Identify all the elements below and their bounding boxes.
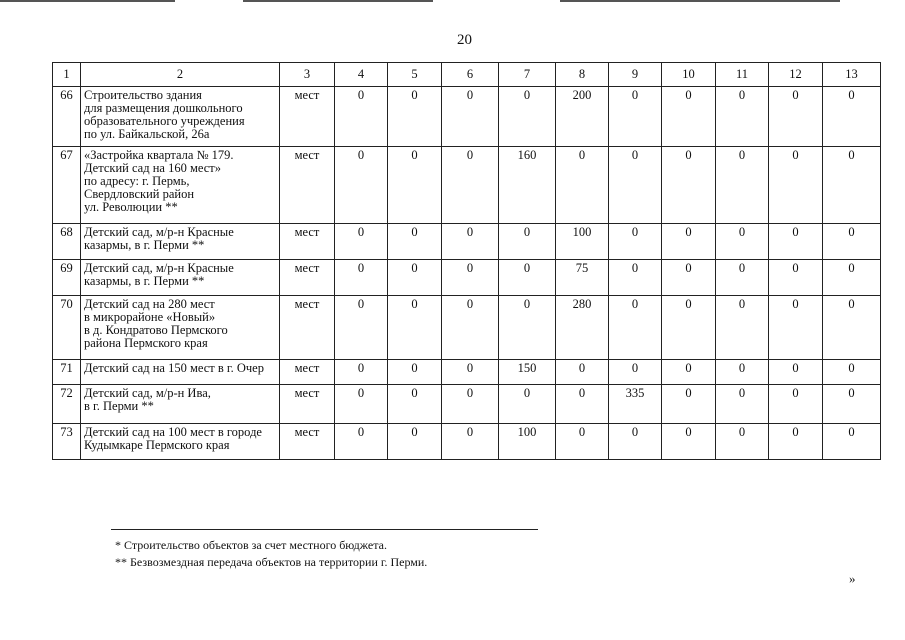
table-row [53, 224, 881, 260]
row-number: 70 [53, 296, 81, 360]
table-row [53, 296, 881, 360]
column-header-2: 2 [81, 63, 280, 87]
footnote-local-budget: * Строительство объектов за счет местного бюджета. [115, 538, 387, 552]
top-edge-line-right [560, 0, 840, 2]
value-cell-col-9: 335 [609, 385, 662, 424]
table-row [53, 385, 881, 424]
value-cell-col-8: 75 [556, 260, 609, 296]
value-cell-col-8: 100 [556, 224, 609, 260]
value-cell-col-13: 0 [823, 147, 881, 224]
value-cell-col-7: 0 [499, 87, 556, 147]
value-cell-col-12: 0 [769, 360, 823, 385]
value-cell-col-4: 0 [335, 296, 388, 360]
value-cell-col-5: 0 [388, 147, 442, 224]
object-name-line: района Пермского края [84, 336, 208, 350]
value-cell-col-12: 0 [769, 260, 823, 296]
object-name-line: казармы, в г. Перми ** [84, 274, 205, 288]
object-name-line: Детский сад, м/р-н Красные [84, 225, 234, 239]
unit-cell: мест [280, 360, 335, 385]
unit-cell: мест [280, 147, 335, 224]
value-cell-col-6: 0 [442, 147, 499, 224]
header-row [53, 63, 881, 87]
value-cell-col-13: 0 [823, 224, 881, 260]
value-cell-col-4: 0 [335, 224, 388, 260]
value-cell-col-7: 0 [499, 224, 556, 260]
value-cell-col-12: 0 [769, 424, 823, 460]
column-header-4: 4 [335, 63, 388, 87]
value-cell-col-5: 0 [388, 260, 442, 296]
value-cell-col-11: 0 [716, 385, 769, 424]
data-table [52, 62, 881, 460]
unit-cell: мест [280, 224, 335, 260]
table-row [53, 424, 881, 460]
object-name-line: Детский сад на 280 мест [84, 297, 215, 311]
value-cell-col-9: 0 [609, 147, 662, 224]
object-name-cell [81, 147, 280, 224]
object-name-cell [81, 385, 280, 424]
value-cell-col-6: 0 [442, 260, 499, 296]
column-header-9: 9 [609, 63, 662, 87]
column-header-11: 11 [716, 63, 769, 87]
column-header-5: 5 [388, 63, 442, 87]
row-number: 71 [53, 360, 81, 385]
value-cell-col-11: 0 [716, 87, 769, 147]
value-cell-col-5: 0 [388, 296, 442, 360]
value-cell-col-12: 0 [769, 224, 823, 260]
value-cell-col-10: 0 [662, 296, 716, 360]
table-row [53, 147, 881, 224]
object-name-cell [81, 260, 280, 296]
value-cell-col-12: 0 [769, 87, 823, 147]
value-cell-col-6: 0 [442, 87, 499, 147]
value-cell-col-9: 0 [609, 87, 662, 147]
object-name-line: Свердловский район [84, 187, 195, 201]
value-cell-col-6: 0 [442, 385, 499, 424]
value-cell-col-11: 0 [716, 224, 769, 260]
unit-cell: мест [280, 385, 335, 424]
unit-cell: мест [280, 296, 335, 360]
value-cell-col-10: 0 [662, 224, 716, 260]
value-cell-col-13: 0 [823, 424, 881, 460]
row-number: 67 [53, 147, 81, 224]
value-cell-col-11: 0 [716, 260, 769, 296]
column-header-12: 12 [769, 63, 823, 87]
value-cell-col-11: 0 [716, 147, 769, 224]
value-cell-col-13: 0 [823, 360, 881, 385]
value-cell-col-10: 0 [662, 385, 716, 424]
object-name-line: ул. Революции ** [84, 200, 178, 214]
value-cell-col-4: 0 [335, 260, 388, 296]
value-cell-col-9: 0 [609, 424, 662, 460]
value-cell-col-5: 0 [388, 224, 442, 260]
value-cell-col-10: 0 [662, 424, 716, 460]
value-cell-col-7: 0 [499, 260, 556, 296]
unit-cell: мест [280, 260, 335, 296]
value-cell-col-13: 0 [823, 260, 881, 296]
object-name-line: Детский сад на 100 мест в городе [84, 425, 262, 439]
value-cell-col-10: 0 [662, 87, 716, 147]
object-name-line: образовательного учреждения [84, 114, 245, 128]
value-cell-col-8: 200 [556, 87, 609, 147]
value-cell-col-4: 0 [335, 87, 388, 147]
object-name-cell [81, 224, 280, 260]
value-cell-col-4: 0 [335, 385, 388, 424]
value-cell-col-8: 280 [556, 296, 609, 360]
object-name-cell [81, 87, 280, 147]
value-cell-col-7: 150 [499, 360, 556, 385]
value-cell-col-9: 0 [609, 296, 662, 360]
object-name-line: Детский сад на 160 мест» [84, 161, 221, 175]
column-header-3: 3 [280, 63, 335, 87]
unit-cell: мест [280, 87, 335, 147]
value-cell-col-5: 0 [388, 87, 442, 147]
value-cell-col-5: 0 [388, 360, 442, 385]
object-name-line: «Застройка квартала № 179. [84, 148, 234, 162]
object-name-line: по ул. Байкальской, 26а [84, 127, 210, 141]
value-cell-col-10: 0 [662, 260, 716, 296]
value-cell-col-6: 0 [442, 360, 499, 385]
row-number: 72 [53, 385, 81, 424]
page-number: 20 [457, 32, 472, 48]
row-number: 68 [53, 224, 81, 260]
column-header-10: 10 [662, 63, 716, 87]
column-header-13: 13 [823, 63, 881, 87]
value-cell-col-12: 0 [769, 385, 823, 424]
continuation-mark: » [849, 571, 856, 586]
value-cell-col-6: 0 [442, 224, 499, 260]
object-name-line: Строительство здания [84, 88, 202, 102]
value-cell-col-8: 0 [556, 360, 609, 385]
value-cell-col-8: 0 [556, 147, 609, 224]
object-name-line: казармы, в г. Перми ** [84, 238, 205, 252]
table-row [53, 260, 881, 296]
value-cell-col-13: 0 [823, 385, 881, 424]
top-edge-line-mid [243, 0, 433, 2]
object-name-line: по адресу: г. Пермь, [84, 174, 190, 188]
footnote-free-transfer: ** Безвозмездная передача объектов на территории г. Перми. [115, 555, 428, 569]
value-cell-col-7: 0 [499, 385, 556, 424]
value-cell-col-12: 0 [769, 147, 823, 224]
column-header-6: 6 [442, 63, 499, 87]
value-cell-col-7: 100 [499, 424, 556, 460]
value-cell-col-11: 0 [716, 296, 769, 360]
value-cell-col-10: 0 [662, 147, 716, 224]
value-cell-col-9: 0 [609, 224, 662, 260]
value-cell-col-6: 0 [442, 296, 499, 360]
value-cell-col-4: 0 [335, 360, 388, 385]
value-cell-col-8: 0 [556, 424, 609, 460]
object-name-line: для размещения дошкольного [84, 101, 243, 115]
value-cell-col-11: 0 [716, 424, 769, 460]
column-header-1: 1 [53, 63, 81, 87]
value-cell-col-4: 0 [335, 424, 388, 460]
top-edge-line-left [0, 0, 175, 2]
object-name-cell [81, 360, 280, 385]
row-number: 73 [53, 424, 81, 460]
value-cell-col-5: 0 [388, 424, 442, 460]
value-cell-col-11: 0 [716, 360, 769, 385]
object-name-line: Детский сад, м/р-н Красные [84, 261, 234, 275]
column-header-7: 7 [499, 63, 556, 87]
value-cell-col-9: 0 [609, 260, 662, 296]
table-row [53, 360, 881, 385]
column-header-8: 8 [556, 63, 609, 87]
value-cell-col-5: 0 [388, 385, 442, 424]
object-name-cell [81, 424, 280, 460]
value-cell-col-13: 0 [823, 296, 881, 360]
object-name-line: в д. Кондратово Пермского [84, 323, 228, 337]
object-name-line: в г. Перми ** [84, 399, 154, 413]
value-cell-col-4: 0 [335, 147, 388, 224]
value-cell-col-7: 160 [499, 147, 556, 224]
unit-cell: мест [280, 424, 335, 460]
object-name-line: Детский сад, м/р-н Ива, [84, 386, 211, 400]
table-row [53, 87, 881, 147]
value-cell-col-10: 0 [662, 360, 716, 385]
value-cell-col-6: 0 [442, 424, 499, 460]
object-name-line: в микрорайоне «Новый» [84, 310, 216, 324]
value-cell-col-9: 0 [609, 360, 662, 385]
value-cell-col-13: 0 [823, 87, 881, 147]
row-number: 66 [53, 87, 81, 147]
object-name-cell [81, 296, 280, 360]
value-cell-col-8: 0 [556, 385, 609, 424]
value-cell-col-7: 0 [499, 296, 556, 360]
object-name-line: Кудымкаре Пермского края [84, 438, 230, 452]
footnote-divider [111, 529, 538, 530]
value-cell-col-12: 0 [769, 296, 823, 360]
object-name-line: Детский сад на 150 мест в г. Очер [84, 361, 264, 375]
row-number: 69 [53, 260, 81, 296]
